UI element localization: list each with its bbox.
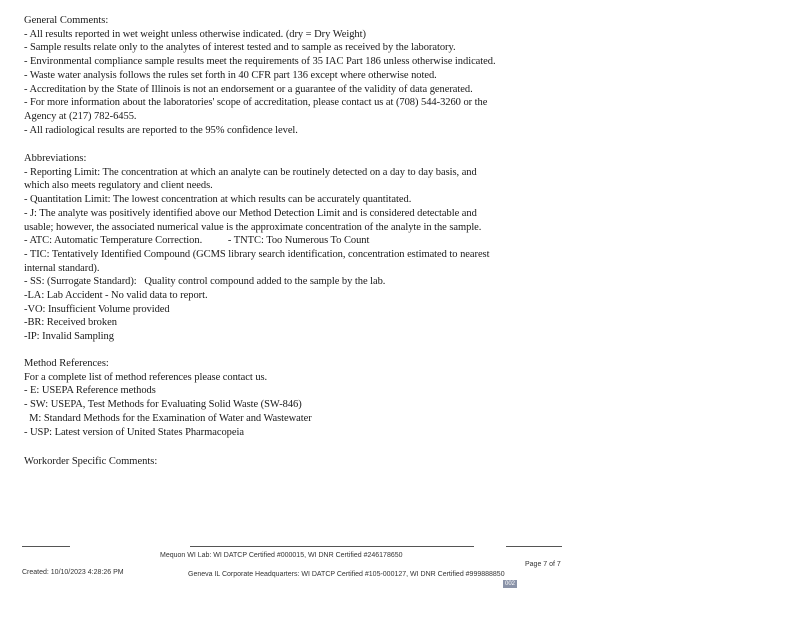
general-comment-line: - Waste water analysis follows the rules set forth in 40 CFR part 136 except where otherwise noted. (24, 69, 437, 81)
method-reference-line: - E: USEPA Reference methods (24, 385, 156, 397)
abbreviation-line: internal standard). (24, 262, 100, 274)
abbreviation-line: - Reporting Limit: The concentration at which an analyte can be routinely detected on a day to day basis, and (24, 166, 477, 178)
footer-created-timestamp: Created: 10/10/2023 4:28:26 PM (22, 569, 124, 576)
method-references-section (24, 357, 584, 439)
abbreviation-line: which also meets regulatory and client needs. (24, 180, 213, 192)
general-comment-line: - Sample results relate only to the analytes of interest tested and to sample as received by the laboratory. (24, 42, 456, 54)
abbreviation-line: - J: The analyte was positively identified above our Method Detection Limit and is considered detectable and (24, 207, 477, 219)
general-comment-line: - All radiological results are reported to the 95% confidence level. (24, 124, 298, 136)
abbreviation-line: - TIC: Tentatively Identified Compound (GCMS library search identification, concentration estimated to nearest (24, 248, 490, 260)
workorder-comments-heading: Workorder Specific Comments: (24, 456, 158, 467)
general-comments-heading: General Comments: (24, 15, 109, 26)
abbreviation-line: -IP: Invalid Sampling (24, 331, 114, 343)
general-comment-line: - All results reported in wet weight unless otherwise indicated. (dry = Dry Weight) (24, 28, 366, 40)
footer-rule-center (190, 546, 474, 547)
method-references-heading: Method References: (24, 358, 109, 369)
footer-lab-certification: Mequon WI Lab: WI DATCP Certified #000015, WI DNR Certified #246178650 (160, 552, 403, 559)
method-reference-line: M: Standard Methods for the Examination of Water and Wastewater (24, 412, 312, 424)
abbreviation-line: -BR: Received broken (24, 317, 117, 329)
footer-hq-certification: Geneva IL Corporate Headquarters: WI DATCP Certified #105-000127, WI DNR Certified #999888850 (188, 571, 505, 578)
abbreviation-line: - SS: (Surrogate Standard): Quality control compound added to the sample by the lab. (24, 276, 386, 288)
method-reference-line: For a complete list of method references please contact us. (24, 371, 268, 383)
abbreviation-line: - ATC: Automatic Temperature Correction. - TNTC: Too Numerous To Count (24, 235, 370, 247)
general-comments-section (24, 14, 584, 137)
method-reference-line: - USP: Latest version of United States Pharmacopeia (24, 426, 244, 438)
abbreviations-section (24, 152, 584, 344)
abbreviation-line: - Quantitation Limit: The lowest concentration at which results can be accurately quantitated. (24, 194, 412, 206)
general-comment-line: - Environmental compliance sample results meet the requirements of 35 IAC Part 186 unless otherwise indicated. (24, 56, 496, 68)
general-comment-line: - Accreditation by the State of Illinois is not an endorsement or a guarantee of the validity of data generated. (24, 83, 473, 95)
abbreviation-line: usable; however, the associated numerical value is the approximate concentration of the analyte in the sample. (24, 221, 482, 233)
abbreviation-line: -LA: Lab Accident - No valid data to report. (24, 290, 208, 302)
method-reference-line: - SW: USEPA, Test Methods for Evaluating Solid Waste (SW-846) (24, 399, 302, 411)
footer-badge: 002 (505, 581, 516, 587)
abbreviation-line: -VO: Insufficient Volume provided (24, 303, 170, 315)
general-comment-line: - For more information about the laboratories' scope of accreditation, please contact us at (708) 544-3260 or the (24, 97, 488, 109)
footer-rule-right (506, 546, 562, 547)
abbreviations-heading: Abbreviations: (24, 153, 87, 164)
footer-rule-left (22, 546, 70, 547)
general-comment-line: Agency at (217) 782-6455. (24, 110, 137, 122)
workorder-comments-section (24, 455, 584, 469)
footer-page-number: Page 7 of 7 (525, 561, 561, 568)
